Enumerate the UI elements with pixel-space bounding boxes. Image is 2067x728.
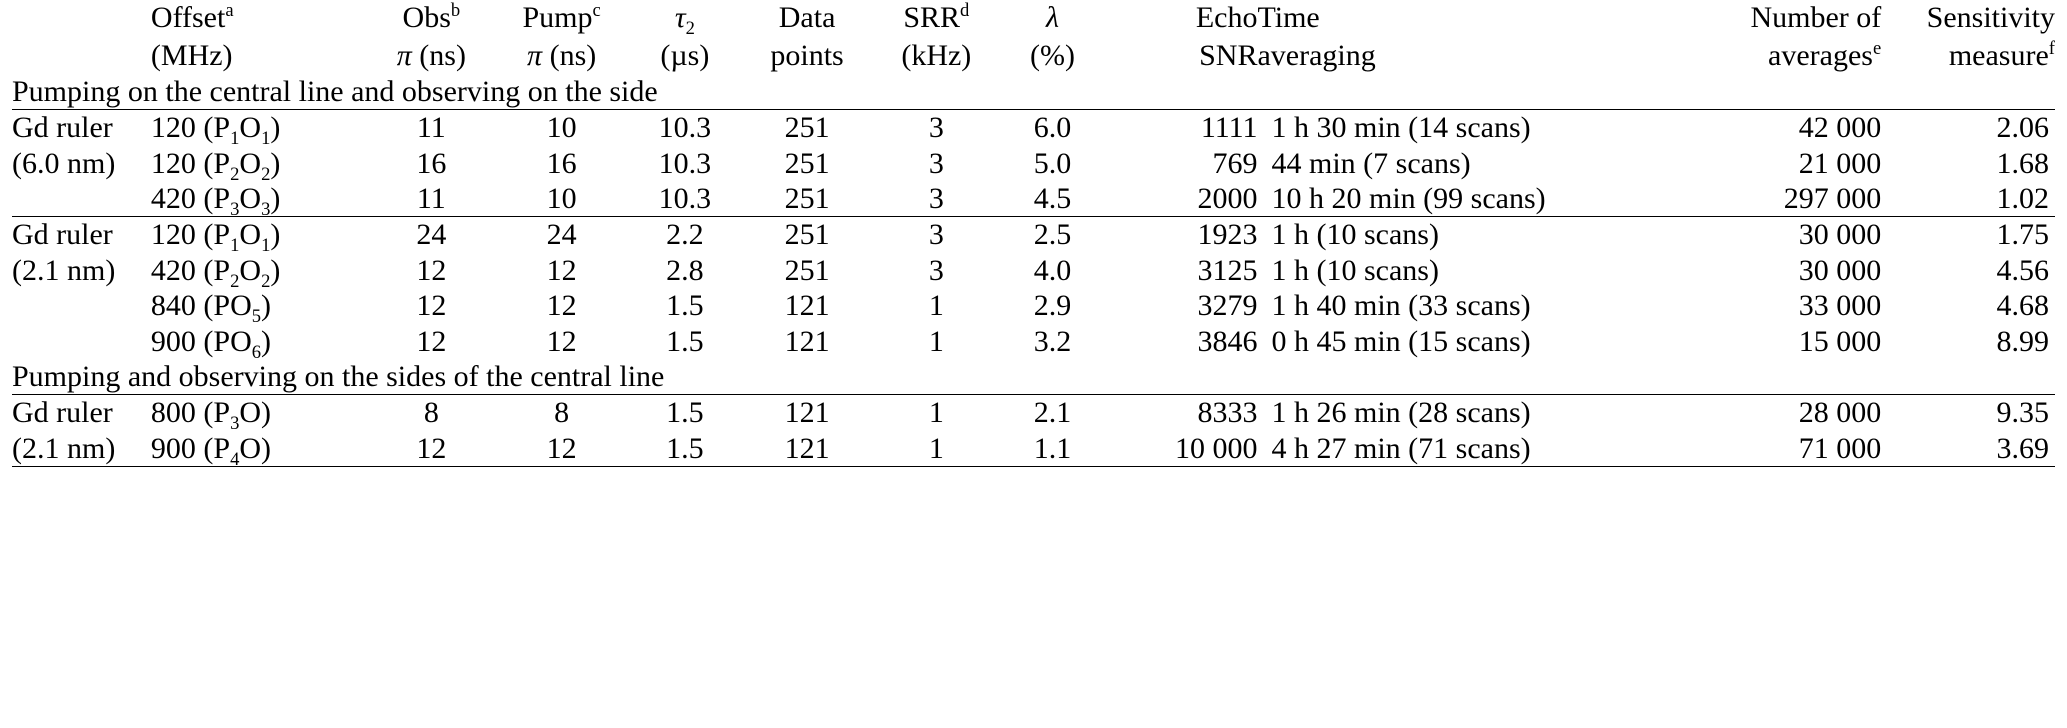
column-header-label	[12, 0, 151, 74]
cell-obs: 12	[416, 324, 447, 358]
header-line-1: Obs$^b$	[402, 0, 461, 34]
cell-srr: 1	[928, 431, 944, 465]
cell-lambda: 3.2	[1033, 324, 1072, 358]
header-line-2: (µs)	[660, 39, 710, 73]
header-line-1: Offset$^a$	[150, 0, 234, 34]
cell-srr: 3	[928, 218, 944, 252]
cell-pump: 10	[546, 181, 577, 215]
column-header-datapoints	[743, 0, 871, 74]
header-line-2: SNR	[1199, 39, 1258, 73]
column-header-srr	[871, 0, 1001, 74]
header-line-2: (kHz)	[901, 39, 972, 73]
cell-pump: 12	[546, 289, 577, 323]
cell-numavg: 15 000	[1798, 324, 1882, 358]
row-label: (6.0 nm)	[12, 146, 116, 180]
cell-tau2: 10.3	[658, 146, 712, 180]
cell-numavg: 28 000	[1798, 396, 1882, 430]
cell-pump: 12	[546, 324, 577, 358]
row-label	[12, 288, 151, 323]
cell-offset: 120 $(P_1O_1)$	[150, 111, 281, 150]
table-row	[12, 217, 2055, 253]
table-header-row	[12, 0, 2055, 74]
header-line-1: Echo	[1195, 1, 1258, 34]
cell-tau2: 2.2	[666, 218, 704, 252]
column-header-offset	[151, 0, 366, 74]
table-row	[12, 181, 2055, 216]
table-bottom-rule	[12, 467, 2055, 468]
header-line-2: points	[770, 39, 844, 73]
row-label: Gd ruler	[12, 111, 113, 145]
column-header-sensitivity	[1881, 0, 2055, 74]
column-header-timeavg	[1257, 0, 1673, 74]
cell-echosnr: 10 000	[1174, 431, 1258, 465]
column-header-pump	[496, 0, 626, 74]
cell-numavg: 30 000	[1798, 253, 1882, 287]
cell-obs: 12	[416, 253, 447, 287]
cell-pump: 12	[546, 431, 577, 465]
column-header-tau2	[627, 0, 743, 74]
cell-echosnr: 3846	[1197, 324, 1258, 358]
cell-offset: 420 $(P_3O_3)$	[150, 181, 281, 220]
header-line-1: λ	[1046, 1, 1060, 34]
cell-datapoints: 121	[784, 396, 830, 430]
table-row	[12, 253, 2055, 288]
cell-offset: 800 $(P_3O)$	[150, 396, 272, 435]
cell-lambda: 1.1	[1033, 431, 1072, 465]
cell-sensitivity: 8.99	[1996, 324, 2049, 358]
cell-timeavg: 1 h (10 scans)	[1271, 218, 1439, 252]
cell-numavg: 33 000	[1798, 289, 1882, 323]
cell-sensitivity: 2.06	[1996, 111, 2049, 145]
table-body	[12, 0, 2055, 470]
cell-pump: 16	[546, 146, 577, 180]
cell-obs: 24	[416, 218, 447, 252]
cell-tau2: 1.5	[666, 431, 704, 465]
table-row	[12, 395, 2055, 431]
table-bottom-rule-row	[12, 467, 2055, 468]
row-label	[12, 324, 151, 359]
cell-numavg: 297 000	[1783, 181, 1882, 215]
column-header-lambda	[1001, 0, 1103, 74]
cell-pump: 8	[554, 396, 570, 430]
column-header-obs	[366, 0, 496, 74]
row-label	[12, 181, 151, 216]
cell-echosnr: 1923	[1197, 218, 1258, 252]
header-line-2: (MHz)	[150, 39, 233, 73]
cell-tau2: 1.5	[666, 289, 704, 323]
header-line-2: averages$^e$	[1768, 38, 1882, 73]
cell-lambda: 2.1	[1033, 396, 1072, 430]
cell-lambda: 5.0	[1033, 146, 1072, 180]
table-row	[12, 431, 2055, 467]
cell-numavg: 30 000	[1798, 218, 1882, 252]
cell-tau2: 10.3	[658, 111, 712, 145]
cell-offset: 840 $(PO_5)$	[150, 289, 272, 328]
header-line-2: measure$^f$	[1948, 38, 2055, 73]
cell-datapoints: 121	[784, 324, 830, 358]
cell-srr: 3	[928, 181, 944, 215]
cell-echosnr: 3125	[1197, 253, 1258, 287]
row-label: (2.1 nm)	[12, 253, 116, 287]
header-line-1: $\tau_2$	[674, 1, 695, 39]
cell-tau2: 1.5	[666, 396, 704, 430]
cell-datapoints: 251	[784, 111, 830, 145]
cell-offset: 120 $(P_1O_1)$	[150, 218, 281, 257]
cell-timeavg: 1 h (10 scans)	[1271, 253, 1439, 287]
header-line-1: Number of	[1750, 1, 1882, 34]
cell-tau2: 2.8	[666, 253, 704, 287]
cell-datapoints: 251	[784, 253, 830, 287]
cell-datapoints: 121	[784, 431, 830, 465]
cell-sensitivity: 4.68	[1996, 289, 2049, 323]
cell-lambda: 4.0	[1033, 253, 1072, 287]
cell-offset: 900 $(P_4O)$	[150, 431, 272, 470]
header-line-1: SRR$^d$	[903, 0, 970, 34]
cell-echosnr: 2000	[1197, 181, 1258, 215]
header-line-1: Pump$^c$	[522, 0, 601, 34]
cell-datapoints: 251	[784, 146, 830, 180]
cell-sensitivity: 9.35	[1996, 396, 2049, 430]
section-title: Pumping and observing on the sides of the central line	[12, 359, 2055, 395]
cell-srr: 3	[928, 253, 944, 287]
section-header-row	[12, 359, 2055, 395]
cell-sensitivity: 3.69	[1996, 431, 2049, 465]
cell-datapoints: 121	[784, 289, 830, 323]
cell-echosnr: 8333	[1197, 396, 1258, 430]
header-line-2: π (ns)	[396, 39, 466, 73]
cell-echosnr: 769	[1212, 146, 1258, 180]
row-label: Gd ruler	[12, 218, 113, 252]
cell-srr: 1	[928, 324, 944, 358]
cell-pump: 24	[546, 218, 577, 252]
cell-lambda: 4.5	[1033, 181, 1072, 215]
cell-timeavg: 10 h 20 min (99 scans)	[1271, 181, 1546, 215]
table-row	[12, 146, 2055, 181]
cell-tau2: 1.5	[666, 324, 704, 358]
cell-obs: 11	[416, 181, 446, 215]
header-line-1: Time	[1257, 1, 1320, 34]
header-line-1: Data	[778, 1, 836, 34]
cell-obs: 11	[416, 111, 446, 145]
cell-numavg: 21 000	[1798, 146, 1882, 180]
cell-echosnr: 1111	[1200, 111, 1258, 145]
cell-obs: 16	[416, 146, 447, 180]
cell-srr: 3	[928, 111, 944, 145]
cell-srr: 3	[928, 146, 944, 180]
cell-sensitivity: 4.56	[1996, 253, 2049, 287]
table-row	[12, 324, 2055, 359]
cell-datapoints: 251	[784, 218, 830, 252]
cell-timeavg: 0 h 45 min (15 scans)	[1271, 324, 1531, 358]
cell-srr: 1	[928, 289, 944, 323]
cell-sensitivity: 1.75	[1996, 218, 2049, 252]
cell-tau2: 10.3	[658, 181, 712, 215]
cell-obs: 12	[416, 431, 447, 465]
cell-sensitivity: 1.68	[1996, 146, 2049, 180]
cell-offset: 120 $(P_2O_2)$	[150, 146, 281, 185]
row-label: Gd ruler	[12, 396, 113, 430]
column-header-numavg	[1674, 0, 1882, 74]
cell-lambda: 6.0	[1033, 111, 1072, 145]
cell-obs: 12	[416, 289, 447, 323]
column-header-echosnr	[1104, 0, 1258, 74]
cell-obs: 8	[423, 396, 439, 430]
cell-timeavg: 1 h 30 min (14 scans)	[1271, 111, 1531, 145]
cell-datapoints: 251	[784, 181, 830, 215]
cell-numavg: 42 000	[1798, 111, 1882, 145]
header-line-2: π (ns)	[527, 39, 597, 73]
cell-timeavg: 1 h 40 min (33 scans)	[1271, 289, 1531, 323]
cell-offset: 900 $(PO_6)$	[150, 324, 272, 363]
section-header-row	[12, 74, 2055, 110]
section-title: Pumping on the central line and observing on the side	[12, 74, 2055, 110]
cell-srr: 1	[928, 396, 944, 430]
header-line-1: Sensitivity	[1926, 1, 2055, 34]
cell-pump: 12	[546, 253, 577, 287]
table-row	[12, 288, 2055, 323]
cell-echosnr: 3279	[1197, 289, 1258, 323]
cell-lambda: 2.5	[1033, 218, 1072, 252]
cell-lambda: 2.9	[1033, 289, 1072, 323]
header-line-2: averaging	[1257, 39, 1376, 73]
table-row	[12, 110, 2055, 146]
row-label: (2.1 nm)	[12, 431, 116, 465]
cell-timeavg: 4 h 27 min (71 scans)	[1271, 431, 1531, 465]
cell-timeavg: 1 h 26 min (28 scans)	[1271, 396, 1531, 430]
cell-offset: 420 $(P_2O_2)$	[150, 253, 281, 292]
cell-sensitivity: 1.02	[1996, 181, 2049, 215]
header-line-2: (%)	[1030, 39, 1076, 73]
data-table	[12, 0, 2055, 470]
cell-timeavg: 44 min (7 scans)	[1271, 146, 1471, 180]
cell-pump: 10	[546, 111, 577, 145]
cell-numavg: 71 000	[1798, 431, 1882, 465]
